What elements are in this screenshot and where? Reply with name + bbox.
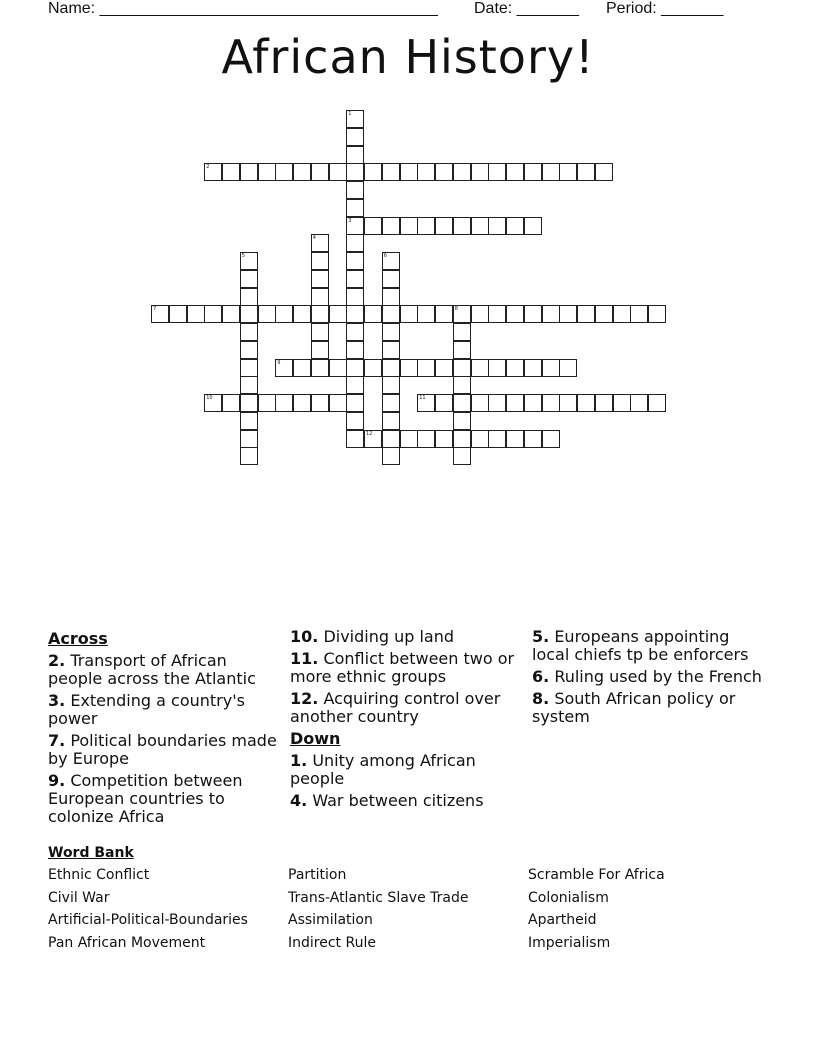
crossword-cell[interactable] [240,394,258,412]
crossword-cell[interactable] [293,305,311,323]
crossword-cell[interactable] [346,376,364,394]
name-field[interactable]: Name: ______________________________________ [48,0,438,17]
crossword-cell[interactable] [382,270,400,288]
crossword-cell[interactable] [453,217,471,235]
crossword-cell[interactable] [240,341,258,359]
clue-number: 2. [48,651,66,670]
clue-number-label: 3 [348,217,352,224]
clue-number: 1. [290,751,308,770]
crossword-cell[interactable] [506,217,524,235]
crossword-cell[interactable] [488,359,506,377]
crossword-cell[interactable] [311,270,329,288]
page-title: African History! [221,30,595,84]
crossword-cell[interactable] [542,163,560,181]
crossword-cell[interactable] [506,430,524,448]
word-bank-title: Word Bank [48,845,134,861]
crossword-cell[interactable] [222,305,240,323]
crossword-cell[interactable] [400,217,418,235]
crossword-cell[interactable] [382,359,400,377]
crossword-cell[interactable] [364,305,382,323]
crossword-cell[interactable] [630,305,648,323]
clue-number: 7. [48,731,66,750]
clue-number: 11. [290,649,319,668]
clue-number: 9. [48,771,66,790]
crossword-cell[interactable] [382,323,400,341]
crossword-cell[interactable] [311,288,329,306]
crossword-cell[interactable] [559,163,577,181]
crossword-cell[interactable] [471,217,489,235]
crossword-cell[interactable] [524,163,542,181]
crossword-cell[interactable] [364,359,382,377]
clue-across-3 [48,692,278,728]
word-bank-item: Civil War [48,890,110,906]
clue-text: Transport of African people across the Atlantic [48,651,256,688]
crossword-cell[interactable] [453,323,471,341]
crossword-cell[interactable] [453,430,471,448]
clue-number-label: 12 [366,430,373,437]
crossword-cell[interactable] [329,394,347,412]
crossword-cell[interactable] [577,163,595,181]
crossword-cell[interactable] [435,430,453,448]
crossword-cell[interactable] [471,430,489,448]
clue-text: Competition between European countries to colonize Africa [48,771,243,826]
clue-down-6 [532,668,762,686]
crossword-cell[interactable] [275,394,293,412]
crossword-cell[interactable] [400,163,418,181]
crossword-cell[interactable] [346,270,364,288]
word-bank-item: Artificial-Political-Boundaries [48,912,248,928]
crossword-cell[interactable] [453,359,471,377]
crossword-cell[interactable] [382,430,400,448]
crossword-cell[interactable] [382,163,400,181]
crossword-cell[interactable] [258,163,276,181]
clue-across-12 [290,690,515,726]
crossword-cell[interactable] [471,359,489,377]
crossword-cell[interactable] [648,394,666,412]
clue-text: Europeans appointing local chiefs tp be enforcers [532,627,749,664]
crossword-cell[interactable] [488,217,506,235]
crossword-cell[interactable] [293,394,311,412]
crossword-cell[interactable] [524,430,542,448]
crossword-cell[interactable] [506,359,524,377]
crossword-cell[interactable] [400,359,418,377]
crossword-cell[interactable] [506,305,524,323]
clue-column-3 [532,628,762,730]
crossword-cell[interactable] [275,305,293,323]
crossword-cell[interactable] [524,394,542,412]
crossword-cell[interactable] [471,394,489,412]
crossword-cell[interactable] [346,146,364,164]
crossword-cell[interactable] [346,217,364,235]
crossword-cell[interactable] [471,305,489,323]
clue-number: 4. [290,791,308,810]
clue-number-label: 6 [383,253,387,259]
crossword-cell[interactable] [293,163,311,181]
crossword-cell[interactable] [382,288,400,306]
crossword-cell[interactable] [471,163,489,181]
crossword-cell[interactable] [435,163,453,181]
clue-text: Extending a country's power [48,691,245,728]
crossword-cell[interactable] [382,217,400,235]
crossword-cell[interactable] [417,430,435,448]
crossword-cell[interactable] [275,163,293,181]
crossword-cell[interactable] [222,163,240,181]
crossword-cell[interactable] [275,359,293,377]
crossword-cell[interactable] [311,323,329,341]
clue-down-4 [290,792,515,810]
word-bank-item: Indirect Rule [288,935,376,951]
crossword-cell[interactable] [382,447,400,465]
crossword-cell[interactable] [222,394,240,412]
crossword-cell[interactable] [311,163,329,181]
clue-number: 6. [532,667,550,686]
word-bank-item: Imperialism [528,935,611,951]
clue-number: 12. [290,689,319,708]
clue-number-label: 2 [206,164,210,171]
crossword-cell[interactable] [453,305,471,323]
crossword-cell[interactable] [648,305,666,323]
crossword-cell[interactable] [293,359,311,377]
crossword-cell[interactable] [346,341,364,359]
clue-across-11 [290,650,515,686]
crossword-cell[interactable] [240,305,258,323]
word-bank-item: Pan African Movement [48,935,206,951]
crossword-cell[interactable] [524,359,542,377]
crossword-cell[interactable] [435,217,453,235]
crossword-cell[interactable] [240,359,258,377]
crossword-cell[interactable] [346,430,364,448]
crossword-cell[interactable] [346,234,364,252]
crossword-cell[interactable] [506,163,524,181]
crossword-cell[interactable] [417,394,435,412]
crossword-cell[interactable] [542,394,560,412]
crossword-cell[interactable] [382,252,400,270]
across-heading: Across [48,629,108,648]
crossword-cell[interactable] [488,430,506,448]
crossword-cell[interactable] [204,394,222,412]
crossword-cell[interactable] [346,252,364,270]
crossword-cell[interactable] [240,163,258,181]
crossword-cell[interactable] [630,394,648,412]
clue-number: 5. [532,627,550,646]
crossword-cell[interactable] [577,305,595,323]
down-heading: Down [290,729,341,748]
clue-down-8 [532,690,762,726]
crossword-cell[interactable] [187,305,205,323]
crossword-cell[interactable] [329,163,347,181]
crossword-cell[interactable] [311,252,329,270]
crossword-cell[interactable] [435,359,453,377]
crossword-cell[interactable] [346,412,364,430]
crossword-cell[interactable] [329,305,347,323]
crossword-cell[interactable] [524,217,542,235]
clue-number-label: 8 [454,306,458,313]
crossword-cell[interactable] [346,181,364,199]
clue-number-label: 7 [153,306,157,313]
crossword-cell[interactable] [346,163,364,181]
clue-number-label: 1 [348,111,352,117]
crossword-cell[interactable] [311,359,329,377]
crossword-cell[interactable] [311,305,329,323]
clue-text: South African policy or system [532,689,736,726]
crossword-cell[interactable] [453,341,471,359]
crossword-cell[interactable] [329,359,347,377]
crossword-cell[interactable] [488,394,506,412]
crossword-cell[interactable] [364,217,382,235]
clue-down-1 [290,752,515,788]
clue-across-2 [48,652,278,688]
crossword-cell[interactable] [169,305,187,323]
crossword-cell[interactable] [311,394,329,412]
crossword-cell[interactable] [240,323,258,341]
crossword-cell[interactable] [382,412,400,430]
crossword-cell[interactable] [417,163,435,181]
crossword-cell[interactable] [382,376,400,394]
crossword-cell[interactable] [346,110,364,128]
clue-number-label: 10 [206,395,213,401]
crossword-cell[interactable] [311,234,329,252]
clue-number: 3. [48,691,66,710]
crossword-cell[interactable] [577,394,595,412]
crossword-cell[interactable] [240,270,258,288]
crossword-cell[interactable] [204,163,222,181]
crossword-cell[interactable] [151,305,169,323]
date-field[interactable]: Date: _______ [474,0,579,17]
crossword-cell[interactable] [364,430,382,448]
word-bank-item: Trans-Atlantic Slave Trade [288,890,469,906]
clue-down-5 [532,628,762,664]
crossword-cell[interactable] [453,376,471,394]
clue-column-1 [48,628,278,830]
crossword-cell[interactable] [346,128,364,146]
crossword-cell[interactable] [240,412,258,430]
crossword-cell[interactable] [453,447,471,465]
crossword-cell[interactable] [417,359,435,377]
clue-number: 10. [290,627,319,646]
crossword-cell[interactable] [595,163,613,181]
crossword-cell[interactable] [417,305,435,323]
clue-across-9 [48,772,278,826]
crossword-cell[interactable] [346,305,364,323]
word-bank-item: Ethnic Conflict [48,867,150,883]
clue-text: War between citizens [312,791,484,810]
crossword-cell[interactable] [311,341,329,359]
crossword-cell[interactable] [524,305,542,323]
crossword-cell[interactable] [258,394,276,412]
crossword-cell[interactable] [559,305,577,323]
crossword-cell[interactable] [488,305,506,323]
crossword-cell[interactable] [613,305,631,323]
crossword-cell[interactable] [240,252,258,270]
clue-number-label: 4 [312,235,316,242]
clue-number-label: 5 [241,253,245,259]
word-bank-item: Assimilation [288,912,373,928]
crossword-cell[interactable] [542,305,560,323]
clue-number-label: 11 [419,395,426,401]
crossword-cell[interactable] [559,394,577,412]
crossword-cell[interactable] [417,217,435,235]
crossword-cell[interactable] [453,412,471,430]
word-bank-item: Scramble For Africa [528,867,665,883]
clue-text: Conflict between two or more ethnic groups [290,649,515,686]
clue-text: Political boundaries made by Europe [48,731,277,768]
crossword-cell[interactable] [346,359,364,377]
crossword-cell[interactable] [204,305,222,323]
crossword-cell[interactable] [542,359,560,377]
crossword-cell[interactable] [542,430,560,448]
word-bank-item: Colonialism [528,890,609,906]
crossword-cell[interactable] [240,430,258,448]
clue-number: 8. [532,689,550,708]
crossword-cell[interactable] [595,305,613,323]
period-field[interactable]: Period: _______ [606,0,724,17]
clue-number-label: 9 [277,359,281,366]
crossword-cell[interactable] [559,359,577,377]
crossword-cell[interactable] [506,394,524,412]
clue-text: Dividing up land [323,627,455,646]
crossword-cell[interactable] [488,163,506,181]
crossword-cell[interactable] [346,199,364,217]
crossword-cell[interactable] [346,288,364,306]
crossword-cell[interactable] [258,305,276,323]
crossword-cell[interactable] [346,394,364,412]
clue-column-2 [290,628,515,814]
clue-text: Unity among African people [290,751,476,788]
crossword-cell[interactable] [613,394,631,412]
crossword-cell[interactable] [382,394,400,412]
clue-across-10 [290,628,515,646]
crossword-cell[interactable] [364,163,382,181]
clue-text: Acquiring control over another country [290,689,501,726]
crossword-cell[interactable] [382,305,400,323]
clue-across-7 [48,732,278,768]
crossword-cell[interactable] [400,430,418,448]
crossword-cell[interactable] [240,288,258,306]
crossword-cell[interactable] [595,394,613,412]
crossword-cell[interactable] [240,447,258,465]
crossword-cell[interactable] [346,323,364,341]
word-bank-item: Apartheid [528,912,597,928]
crossword-cell[interactable] [382,341,400,359]
crossword-cell[interactable] [400,305,418,323]
crossword-cell[interactable] [435,305,453,323]
crossword-cell[interactable] [453,163,471,181]
crossword-cell[interactable] [435,394,453,412]
clue-text: Ruling used by the French [554,667,762,686]
crossword-cell[interactable] [453,394,471,412]
crossword-cell[interactable] [240,376,258,394]
word-bank-item: Partition [288,867,347,883]
